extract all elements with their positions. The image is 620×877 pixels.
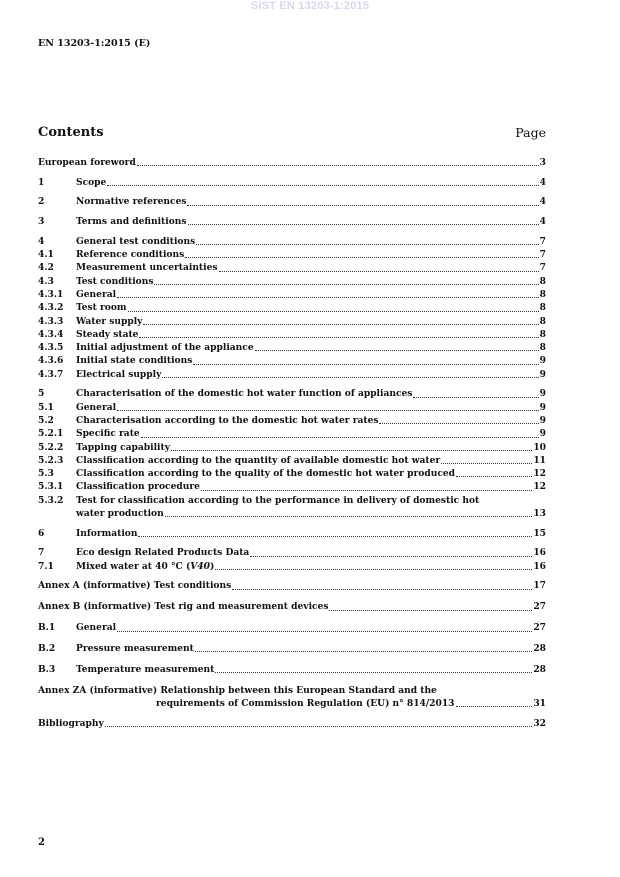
toc-entry-page: 4 bbox=[539, 176, 546, 188]
toc-entry-title: Scope bbox=[76, 176, 107, 188]
toc-entry[interactable] bbox=[38, 414, 546, 427]
toc-entry[interactable] bbox=[38, 248, 546, 261]
toc-entry[interactable] bbox=[38, 467, 546, 480]
toc-entry-page: 9 bbox=[539, 401, 546, 413]
toc-entry[interactable] bbox=[38, 235, 546, 248]
toc-entry-title: Initial adjustment of the appliance bbox=[76, 342, 254, 354]
toc-entry-title: Classification procedure bbox=[76, 481, 200, 493]
toc-entry-page: 9 bbox=[539, 368, 546, 380]
toc-entry-title: European foreword bbox=[38, 157, 136, 168]
toc-entry[interactable] bbox=[38, 494, 546, 507]
toc-entry-page: 8 bbox=[539, 342, 546, 354]
toc-entry-number: 5.2 bbox=[38, 415, 54, 426]
dot-leader bbox=[171, 449, 532, 451]
toc-entry[interactable] bbox=[38, 480, 546, 493]
toc-entry-number: 4.3.6 bbox=[38, 355, 64, 367]
toc-entry-number: 5 bbox=[38, 388, 45, 400]
toc-entry[interactable] bbox=[38, 195, 546, 208]
toc-entry-page: 16 bbox=[533, 547, 546, 559]
toc-entry[interactable] bbox=[38, 546, 546, 559]
toc-entry-page: 7 bbox=[539, 249, 546, 261]
toc-entry-page: 8 bbox=[539, 328, 546, 340]
toc-entry-title: Characterisation according to the domestic hot water rates bbox=[76, 415, 379, 426]
toc-entry-page: 9 bbox=[539, 428, 546, 440]
toc-entry-title: Test for classification according to the performance in delivery of domestic hot bbox=[76, 494, 480, 506]
toc-entry-title: Initial state conditions bbox=[76, 355, 193, 367]
toc-entry-title: Test conditions bbox=[76, 275, 154, 287]
page-column-label: Page bbox=[515, 125, 546, 140]
toc-entry-number: 4.3.1 bbox=[38, 288, 64, 300]
toc-entry[interactable] bbox=[38, 387, 546, 400]
dot-leader bbox=[107, 184, 538, 186]
toc-entry-number: 4 bbox=[38, 235, 45, 247]
toc-entry-page: 28 bbox=[533, 664, 546, 675]
toc-entry[interactable] bbox=[38, 717, 546, 730]
toc-entry-title: Terms and definitions bbox=[76, 216, 187, 228]
toc-entry-title-continuation: water production bbox=[76, 508, 164, 520]
toc-entry[interactable] bbox=[38, 288, 546, 301]
toc-entry[interactable] bbox=[38, 600, 546, 613]
dot-leader bbox=[201, 489, 532, 491]
toc-entry-title: Annex A (informative) Test conditions bbox=[38, 580, 232, 592]
document-id: EN 13203-1:2015 (E) bbox=[38, 38, 151, 49]
dot-leader bbox=[165, 515, 533, 517]
toc-entry[interactable] bbox=[38, 275, 546, 288]
toc-entry-page: 8 bbox=[539, 275, 546, 287]
dot-leader bbox=[195, 650, 533, 652]
dot-leader bbox=[117, 409, 539, 411]
toc-entry-page: 32 bbox=[533, 717, 546, 729]
toc-entry-page: 12 bbox=[533, 468, 546, 480]
toc-entry-page: 13 bbox=[533, 508, 546, 520]
toc-entry[interactable] bbox=[38, 261, 546, 274]
toc-entry-number: 4.3.4 bbox=[38, 328, 64, 340]
toc-entry[interactable] bbox=[38, 215, 546, 228]
toc-entry-page: 11 bbox=[533, 454, 546, 466]
dot-leader bbox=[138, 535, 532, 537]
dot-leader bbox=[193, 363, 538, 365]
toc-entry-title: Bibliography bbox=[38, 717, 104, 729]
toc-entry-page: 27 bbox=[533, 622, 546, 634]
toc-entry-page: 7 bbox=[539, 262, 546, 274]
toc-entry-page: 10 bbox=[533, 441, 546, 453]
toc-entry[interactable] bbox=[38, 454, 546, 467]
toc-entry[interactable] bbox=[38, 560, 546, 573]
page-number: 2 bbox=[38, 837, 45, 848]
toc-entry-number: 5.1 bbox=[38, 401, 54, 413]
toc-entry[interactable] bbox=[38, 527, 546, 540]
toc-entry-continuation[interactable] bbox=[38, 507, 546, 520]
dot-leader bbox=[143, 323, 538, 325]
dot-leader bbox=[117, 630, 532, 632]
dot-leader bbox=[117, 296, 539, 298]
toc-entry-title: Temperature measurement bbox=[76, 664, 215, 675]
toc-entry-number: 7.1 bbox=[38, 560, 54, 572]
toc-entry-title: General bbox=[76, 622, 117, 634]
toc-entry[interactable] bbox=[38, 401, 546, 414]
table-of-contents bbox=[38, 156, 546, 730]
dot-leader bbox=[232, 588, 532, 590]
toc-entry-title: Specific rate bbox=[76, 428, 140, 440]
toc-entry[interactable] bbox=[38, 315, 546, 328]
toc-entry[interactable] bbox=[38, 684, 546, 697]
dot-leader bbox=[139, 336, 538, 338]
toc-entry[interactable] bbox=[38, 621, 546, 634]
contents-heading: Contents bbox=[38, 125, 104, 140]
toc-entry-page: 31 bbox=[533, 698, 546, 710]
toc-entry-number: 2 bbox=[38, 196, 45, 208]
dot-leader bbox=[188, 223, 539, 225]
toc-entry-title: General bbox=[76, 288, 117, 300]
toc-entry-page: 8 bbox=[539, 288, 546, 300]
toc-entry-page: 8 bbox=[539, 315, 546, 327]
toc-entry-number: 5.3.1 bbox=[38, 481, 64, 493]
toc-entry[interactable] bbox=[38, 427, 546, 440]
dot-leader bbox=[255, 349, 539, 351]
dot-leader bbox=[441, 462, 532, 464]
toc-entry[interactable] bbox=[38, 176, 546, 189]
toc-entry-page: 4 bbox=[539, 196, 546, 208]
dot-leader bbox=[162, 376, 538, 378]
dot-leader bbox=[137, 164, 539, 166]
dot-leader bbox=[250, 555, 532, 557]
dot-leader bbox=[329, 609, 532, 611]
toc-entry-page: 17 bbox=[533, 580, 546, 592]
toc-entry-number: 1 bbox=[38, 176, 45, 188]
dot-leader bbox=[154, 283, 538, 285]
toc-entry-title: Test room bbox=[76, 302, 127, 314]
toc-entry-number: 5.3 bbox=[38, 468, 54, 480]
toc-entry-number: B.1 bbox=[38, 622, 56, 634]
toc-entry-number: 4.2 bbox=[38, 262, 54, 274]
dot-leader bbox=[413, 396, 538, 398]
toc-entry-number: 4.3.7 bbox=[38, 368, 64, 380]
toc-entry-title: Measurement uncertainties bbox=[76, 262, 218, 274]
toc-entry-page: 7 bbox=[539, 235, 546, 247]
toc-entry-number: 4.3 bbox=[38, 275, 54, 287]
dot-leader bbox=[379, 422, 538, 424]
toc-entry[interactable] bbox=[38, 441, 546, 454]
toc-entry[interactable] bbox=[38, 642, 546, 655]
toc-entry-page: 3 bbox=[539, 157, 546, 168]
toc-entry[interactable] bbox=[38, 328, 546, 341]
toc-entry-title: Steady state bbox=[76, 328, 139, 340]
toc-entry-title: Characterisation of the domestic hot water function of appliances bbox=[76, 388, 413, 400]
toc-entry-title: General test conditions bbox=[76, 235, 196, 247]
toc-entry-title: Normative references bbox=[76, 196, 187, 208]
toc-entry-title: Reference conditions bbox=[76, 249, 185, 261]
dot-leader bbox=[196, 243, 538, 245]
dot-leader bbox=[141, 436, 539, 438]
toc-entry[interactable] bbox=[38, 663, 546, 676]
toc-entry-number: B.2 bbox=[38, 643, 56, 655]
toc-entry-page: 15 bbox=[533, 527, 546, 539]
toc-entry-number: 4.3.3 bbox=[38, 315, 64, 327]
toc-entry[interactable] bbox=[38, 341, 546, 354]
toc-entry-title: General bbox=[76, 401, 117, 413]
toc-entry-title: Electrical supply bbox=[76, 368, 162, 380]
toc-entry-page: 28 bbox=[533, 643, 546, 655]
toc-entry-page: 8 bbox=[539, 302, 546, 314]
toc-entry-title: Classification according to the quantity of available domestic hot water bbox=[76, 454, 441, 466]
toc-entry-page: 9 bbox=[539, 388, 546, 400]
toc-entry-title: Classification according to the quality of the domestic hot water produced bbox=[76, 468, 455, 480]
dot-leader bbox=[219, 270, 539, 272]
toc-entry-title: Eco design Related Products Data bbox=[76, 547, 250, 559]
toc-entry-page: 4 bbox=[539, 216, 546, 228]
toc-entry-number: 5.2.1 bbox=[38, 428, 64, 440]
toc-entry[interactable] bbox=[38, 354, 546, 367]
dot-leader bbox=[185, 256, 538, 258]
toc-entry-title: Pressure measurement bbox=[76, 643, 194, 655]
toc-entry-number: 7 bbox=[38, 547, 45, 559]
toc-entry-number: 4.1 bbox=[38, 249, 54, 261]
toc-entry-number: 6 bbox=[38, 527, 45, 539]
toc-entry-number: 3 bbox=[38, 216, 45, 228]
toc-entry-number: 5.2.3 bbox=[38, 454, 64, 466]
dot-leader bbox=[456, 475, 532, 477]
toc-entry-number: 5.3.2 bbox=[38, 494, 64, 506]
toc-entry[interactable] bbox=[38, 156, 546, 169]
toc-entry-title: Tapping capability bbox=[76, 441, 170, 453]
toc-entry-title: Information bbox=[76, 527, 138, 539]
toc-entry-page: 12 bbox=[533, 481, 546, 493]
toc-entry-number: 5.2.2 bbox=[38, 441, 64, 453]
toc-entry[interactable] bbox=[38, 579, 546, 592]
dot-leader bbox=[215, 568, 532, 570]
toc-entry-title: Mixed water at 40 °C (V40) bbox=[76, 560, 215, 572]
dot-leader bbox=[215, 671, 532, 673]
toc-entry[interactable] bbox=[38, 368, 546, 381]
toc-entry-page: 16 bbox=[533, 560, 546, 572]
toc-entry[interactable] bbox=[38, 301, 546, 314]
toc-entry-title: Water supply bbox=[76, 315, 143, 327]
toc-entry-number: B.3 bbox=[38, 664, 56, 675]
toc-entry-continuation[interactable] bbox=[38, 697, 546, 710]
toc-entry-title: Annex ZA (informative) Relationship between this European Standard and the bbox=[38, 684, 437, 696]
toc-entry-page: 27 bbox=[533, 601, 546, 613]
toc-entry-title: Annex B (informative) Test rig and measurement devices bbox=[38, 601, 329, 613]
toc-entry-page: 9 bbox=[539, 415, 546, 426]
toc-entry-number: 4.3.5 bbox=[38, 342, 64, 354]
dot-leader bbox=[128, 310, 539, 312]
toc-entry-title-continuation: requirements of Commission Regulation (EU) n° 814/2013 bbox=[156, 698, 455, 710]
watermark: SIST EN 13203-1:2015 bbox=[250, 0, 370, 12]
dot-leader bbox=[105, 725, 533, 727]
toc-entry-number: 4.3.2 bbox=[38, 302, 64, 314]
dot-leader bbox=[456, 705, 533, 707]
dot-leader bbox=[187, 204, 538, 206]
toc-entry-page: 9 bbox=[539, 355, 546, 367]
